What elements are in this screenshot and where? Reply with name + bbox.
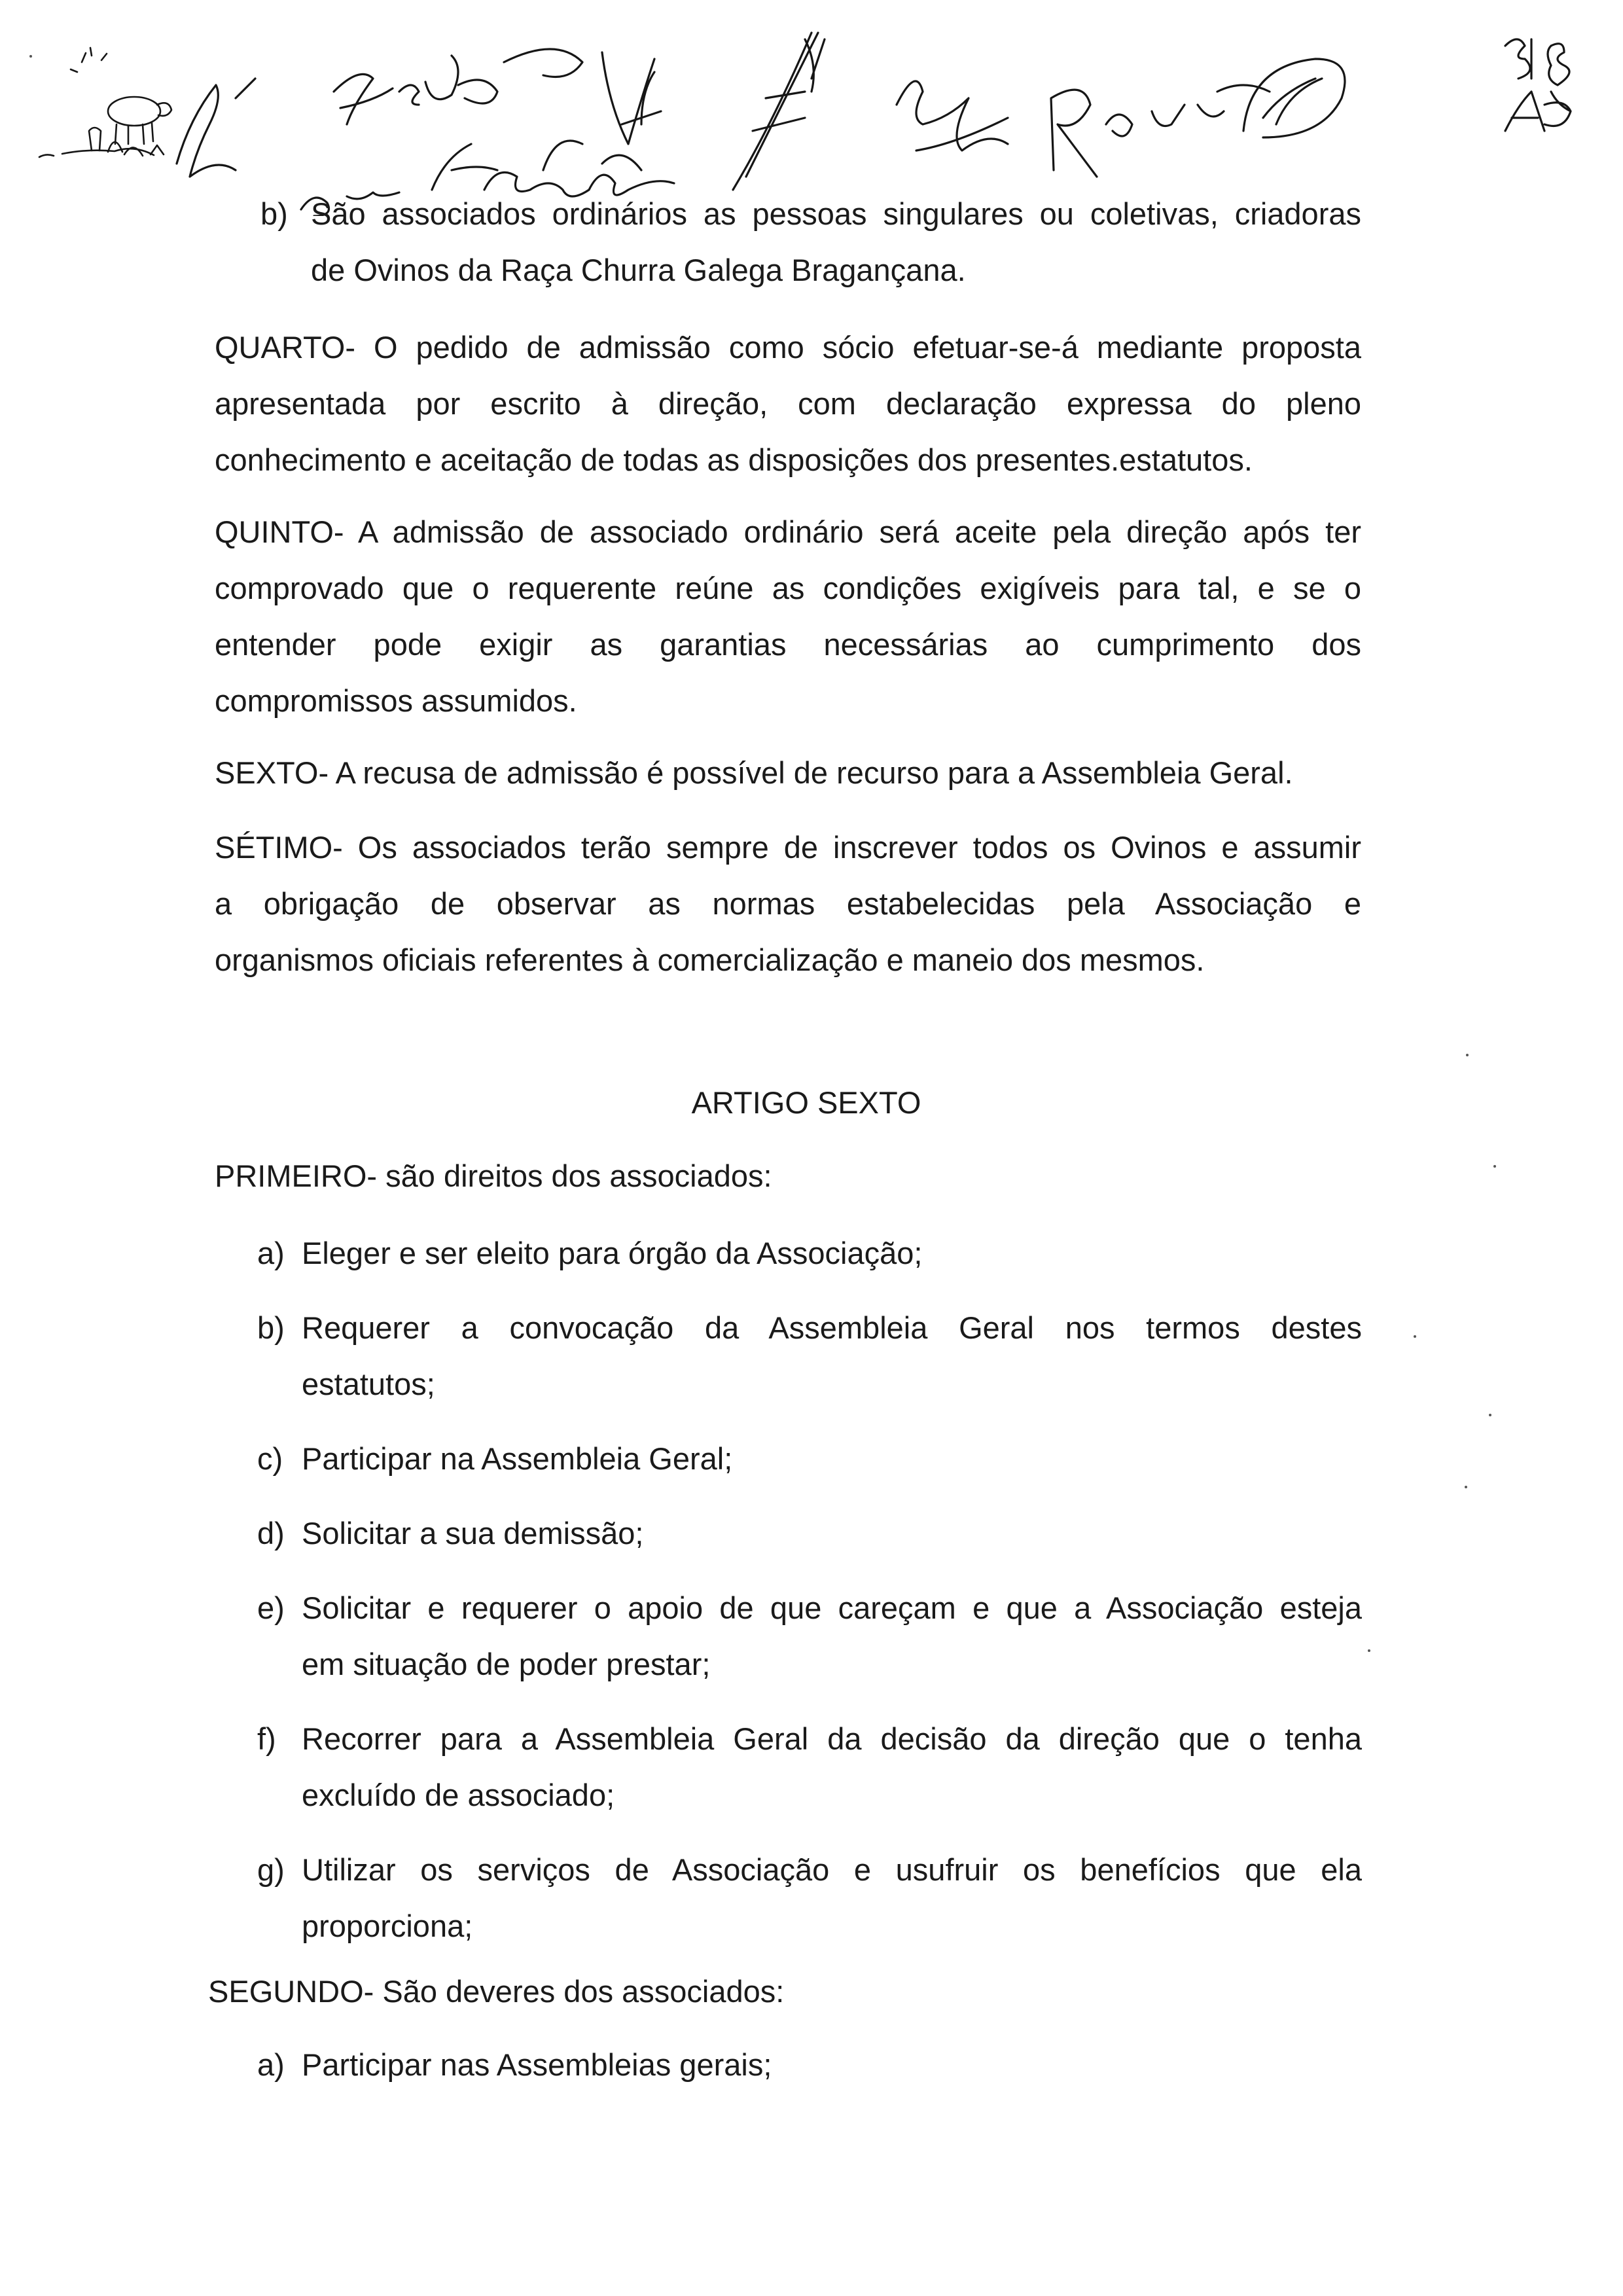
text-line: estatutos; <box>302 1367 435 1401</box>
list-marker: c) <box>257 1441 283 1476</box>
text-line: Requerer a convocação da Assembleia Geral nos termos destes <box>302 1310 1362 1345</box>
text-line: organismos oficiais referentes à comercialização e maneio dos mesmos. <box>215 942 1205 977</box>
list-marker: f) <box>257 1721 276 1756</box>
sheep-stamp-logo <box>39 48 171 157</box>
initials-handwritten <box>1505 92 1571 131</box>
list-item-b-associados-ordinarios <box>260 186 1373 298</box>
text-line: Participar nas Assembleias gerais; <box>302 2047 772 2082</box>
signature-9 <box>1243 59 1345 137</box>
text-line: Recorrer para a Assembleia Geral da decisão da direção que o tenha <box>302 1721 1362 1756</box>
signature-8 <box>1051 85 1270 177</box>
text-line: Solicitar a sua demissão; <box>302 1516 644 1551</box>
handwritten-signatures <box>0 0 1623 216</box>
text-line: a obrigação de observar as normas estabelecidas pela Associação e <box>215 886 1361 921</box>
text-line: comprovado que o requerente reúne as condições exigíveis para tal, e se o <box>215 571 1361 605</box>
paragraph-sexto <box>215 745 1361 801</box>
text-line: QUINTO- A admissão de associado ordinário será aceite pela direção após ter <box>215 514 1361 549</box>
scan-speck <box>1368 1649 1370 1652</box>
signatures-band <box>0 0 1623 216</box>
text-line: Eleger e ser eleito para órgão da Associação; <box>302 1236 923 1270</box>
list-marker: b) <box>257 1310 285 1345</box>
text-line: Utilizar os serviços de Associação e usufruir os benefícios que ela <box>302 1852 1362 1887</box>
page-number-handwritten <box>1505 39 1569 85</box>
list-marker: g) <box>257 1852 285 1887</box>
text-line: de Ovinos da Raça Churra Galega Bragançana. <box>311 253 966 287</box>
scan-speck <box>1414 1335 1416 1338</box>
scan-speck <box>1465 1486 1467 1488</box>
text-line: Participar na Assembleia Geral; <box>302 1441 733 1476</box>
text-line: QUARTO- O pedido de admissão como sócio efetuar-se-á mediante proposta <box>215 330 1361 365</box>
paragraph-setimo <box>215 819 1361 988</box>
text-line: Solicitar e requerer o apoio de que careçam e que a Associação esteja <box>302 1590 1362 1625</box>
text-line: compromissos assumidos. <box>215 683 577 718</box>
signature-5 <box>602 52 661 144</box>
scan-speck <box>1466 1054 1469 1056</box>
text-line: SEXTO- A recusa de admissão é possível de recurso para a Assembleia Geral. <box>215 755 1293 790</box>
signature-2 <box>334 49 582 124</box>
text-line: apresentada por escrito à direção, com declaração expressa do pleno <box>215 386 1361 421</box>
signature-1 <box>177 79 255 177</box>
signature-7 <box>897 81 1008 151</box>
list-marker: b) <box>260 196 288 231</box>
text-line: excluído de associado; <box>302 1778 615 1812</box>
signature-6 <box>733 33 825 190</box>
scan-speck <box>1489 1414 1491 1416</box>
scan-speck <box>1493 1165 1496 1168</box>
signature-4b <box>543 141 641 170</box>
paragraph-primeiro-intro: PRIMEIRO- são direitos dos associados: <box>215 1158 772 1193</box>
list-marker: a) <box>257 2047 285 2082</box>
paragraph-quarto <box>215 319 1361 488</box>
list-marker: e) <box>257 1590 285 1625</box>
text-line: SÉTIMO- Os associados terão sempre de inscrever todos os Ovinos e assumir <box>215 830 1361 865</box>
list-marker: a) <box>257 1236 285 1270</box>
text-line: conhecimento e aceitação de todas as disposições dos presentes.estatutos. <box>215 442 1253 477</box>
scan-speck <box>29 55 32 58</box>
text-line: entender pode exigir as garantias necessárias ao cumprimento dos <box>215 627 1361 662</box>
text-line: São associados ordinários as pessoas singulares ou coletivas, criadoras <box>311 196 1361 231</box>
section-heading-artigo-sexto: ARTIGO SEXTO <box>691 1085 921 1120</box>
text-line: em situação de poder prestar; <box>302 1647 711 1681</box>
paragraph-quinto <box>215 504 1361 729</box>
paragraph-segundo-intro: SEGUNDO- São deveres dos associados: <box>208 1974 785 2009</box>
text-line: proporciona; <box>302 1909 473 1943</box>
list-marker: d) <box>257 1516 285 1551</box>
